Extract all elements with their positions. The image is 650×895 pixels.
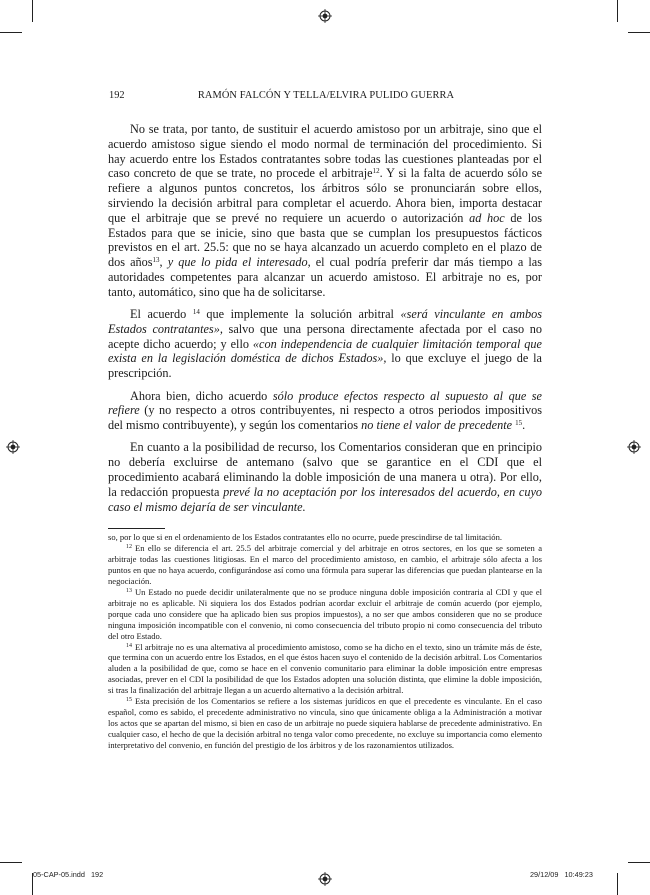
footnote-13 (108, 587, 542, 642)
italic-run: y que lo pida el interesado, (167, 255, 311, 270)
italic-run: prevé la no aceptación por los interesados del acuerdo, en cuyo caso el mismo dejaría de ser vinculante. (108, 484, 543, 514)
footnote-number: 14 (126, 642, 132, 649)
footnote-number: 12 (126, 543, 132, 550)
crop-mark (0, 862, 22, 863)
footnote-15 (108, 696, 542, 751)
italic-run: «será vinculante en ambos Estados contratantes», (108, 307, 542, 336)
slug-datetime: 29/12/09 10:49:23 (530, 870, 593, 879)
crop-mark (32, 0, 33, 22)
footnote-continuation: so, por lo que si en el ordenamiento de los Estados contratantes ello no ocurre, puede prescindirse de tal limitación. (108, 532, 502, 542)
text-run: El acuerdo (130, 307, 187, 322)
footnote-number: 15 (126, 697, 132, 704)
text-run: el cual podría preferir dar más tiempo a las autoridades competentes para alcanzar un acuerdo amistoso. El arbitraje no es, por tanto, automático, sino que ha de solicitarse. (108, 255, 542, 299)
footnote-text: En ello se diferencia el art. 25.5 del arbitraje comercial y del arbitraje en otros sectores, en los que se someten a arbitraje todas las cuestiones litigiosas. En el marco del procedimiento amistoso, en cambio, el arbitraje sólo afecta a los puntos en que no haya acuerdo, configurándose así como una fórmula para superar las diferencias que puedan plantearse en la negociación. (108, 542, 542, 586)
text-run: Ahora bien, dicho acuerdo (130, 388, 273, 403)
crop-mark (617, 873, 618, 895)
slug-filename: 05-CAP-05.indd 192 (33, 870, 104, 879)
text-run: En cuanto a la posibilidad de recurso, los Comentarios consideran que en principio no debería excluirse de antemano (salvo que se garantice en el CDI que el procedimiento acabará eliminando la doble imposición de una manera u otra). Por ello, la redacción propuesta (108, 440, 542, 499)
paragraph-4 (108, 440, 542, 514)
text-run: de los Estados para que se inicie, sino que basta que se cumplan los presupuestos fácticos previstos en el art. 25.5: que no se haya alcanzado un acuerdo completo en el plazo de dos años (108, 210, 543, 270)
text-run: . Y si la falta de acuerdo sólo se refiere a algunos puntos concretos, los árbitros sólo se pronunciarán sobre ellos, sirviendo la decisión arbitral para completar el acuerdo. Ahora bien, importa destacar que el arbitraje que se prevé no requiere un acuerdo o autorización (108, 166, 543, 225)
footnote-ref-13[interactable]: 13 (152, 256, 160, 265)
footnote-text: Esta precisión de los Comentarios se refiere a los sistemas jurídicos en que el precedente es vinculante. En el caso español, como es sabido, el precedente administrativo no vincula, sino que únicamente obliga a la Administración a motivar los actos que se apartan del mismo, si bien en caso de un arbitraje no puede siquiera hablarse de precedente administrativo. En cualquier caso, el hecho de que la decisión arbitral no tenga valor como precedente, no excluye su importancia como elemento interpretativo del convenio, en función del prestigio de los árbitros y de los razonamientos utilizados. (108, 696, 542, 751)
body-text (108, 122, 542, 514)
italic-run: ad hoc (469, 210, 505, 225)
crop-mark (0, 32, 22, 33)
page-number: 192 (109, 90, 125, 101)
registration-mark-icon (6, 440, 20, 454)
paragraph-1 (108, 122, 542, 300)
text-run: salvo que una persona directamente afectada por el caso no acepte dicho acuerdo; y ello (108, 321, 543, 351)
footnote-14 (108, 642, 542, 697)
text-run: que implemente la solución arbitral (199, 307, 401, 322)
text-run: , (159, 255, 168, 270)
text-run: No se trata, por tanto, de sustituir el acuerdo amistoso por un arbitraje, sino que el acuerdo amistoso sigue siendo el modo normal de terminación del procedimiento. Si hay acuerdo entre los Estados contratantes sobre todas las cuestiones planteadas por el caso concreto de que se trate, no procede el arbitraje (108, 122, 542, 181)
crop-mark (628, 32, 650, 33)
text-run: lo que excluye el juego de la prescripción. (108, 351, 542, 381)
paragraph-3 (108, 389, 542, 433)
footnote-number: 13 (126, 587, 132, 594)
crop-mark (628, 862, 650, 863)
paragraph-2 (108, 307, 542, 381)
registration-mark-icon (318, 9, 332, 23)
italic-run: sólo produce efectos respecto al supuesto al que se refiere (108, 388, 542, 418)
registration-mark-icon (318, 872, 332, 886)
footnote-separator (108, 528, 165, 529)
footnote-ref-15[interactable]: 15 (515, 419, 523, 428)
footnotes (108, 532, 542, 751)
footnote-text: Un Estado no puede decidir unilateralmente que no se produce ninguna doble imposición contraria al CDI y que el arbitraje no es aplicable. Ni siquiera los dos Estados podrían acordar excluir el arbitraje de común acuerdo (por ejemplo, porque cada uno considere que ha aplicado bien sus propios impuestos), a no ser que ambos consideren que no se produce ninguna imposición incompatible con el convenio, ni como consecuencia del tributo propio ni como consecuencia del tributo del otro Estado. (108, 586, 542, 641)
footnote-text: El arbitraje no es una alternativa al procedimiento amistoso, como se ha dicho en el texto, sino un trámite más de éste, que termina con un acuerdo entre los Estados, en el que éstos hacen suyo el contenido de la decisión arbitral. Los Comentarios aluden a la posibilidad de que, como se hace en el convenio comunitario para eliminar la doble imposición entre empresas asociadas, prever en el CDI la posibilidad de que los Estados adopten una solución distinta, que elimine la doble imposición, si tras la finalización del arbitraje llegan a un acuerdo alternativo a la decisión arbitral. (108, 641, 542, 696)
italic-run: «con independencia de cualquier limitación temporal que exista en la legislación doméstica de dichos Estados», (108, 336, 542, 366)
crop-mark (617, 0, 618, 22)
registration-mark-icon (627, 440, 641, 454)
running-title: RAMÓN FALCÓN Y TELLA/ELVIRA PULIDO GUERRA (197, 90, 455, 101)
footnote-12 (108, 543, 542, 587)
footnote-ref-14[interactable]: 14 (192, 308, 200, 317)
text-run: (y no respecto a otros contribuyentes, ni respecto a otros periodos impositivos del mismo contribuyente), y según los comentarios (108, 403, 542, 433)
text-run: . (522, 418, 526, 433)
footnote-ref-12[interactable]: 12 (372, 167, 380, 176)
italic-run: no tiene el valor de precedente (361, 418, 513, 433)
running-header (109, 90, 543, 104)
